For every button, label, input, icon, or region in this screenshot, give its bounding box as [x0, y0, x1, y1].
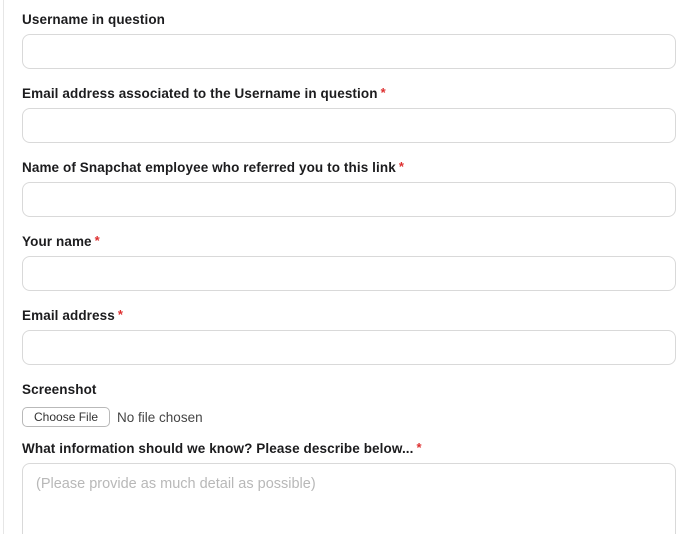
field-group-employee-name	[22, 160, 676, 217]
field-group-username-in-question	[22, 12, 676, 69]
description-label	[22, 441, 676, 457]
field-group-description	[22, 441, 676, 534]
associated-email-input[interactable]	[22, 108, 676, 143]
file-status-text: No file chosen	[117, 409, 203, 425]
field-group-your-name	[22, 234, 676, 291]
screenshot-label	[22, 382, 676, 398]
description-textarea[interactable]	[22, 463, 676, 534]
required-asterisk: *	[117, 307, 124, 322]
associated-email-label	[22, 86, 676, 102]
username-in-question-label	[22, 12, 676, 28]
field-group-email-address	[22, 308, 676, 365]
employee-name-input[interactable]	[22, 182, 676, 217]
email-address-label	[22, 308, 676, 324]
associated-email-label-text: Email address associated to the Username in question	[22, 86, 378, 101]
required-asterisk: *	[380, 85, 386, 100]
screenshot-file-input	[22, 407, 676, 427]
email-address-label-text: Email address	[22, 308, 115, 323]
username-in-question-input[interactable]	[22, 34, 676, 69]
required-asterisk: *	[416, 440, 422, 455]
description-label-text: What information should we know? Please describe below...	[22, 441, 414, 456]
field-group-screenshot	[22, 382, 676, 427]
your-name-label-text: Your name	[22, 234, 92, 249]
required-asterisk: *	[94, 233, 100, 248]
required-asterisk: *	[398, 159, 405, 174]
screenshot-label-text: Screenshot	[22, 382, 97, 397]
your-name-label	[22, 234, 676, 250]
employee-name-label	[22, 160, 676, 176]
choose-file-button[interactable]: Choose File	[22, 407, 110, 427]
employee-name-label-text: Name of Snapchat employee who referred you to this link	[22, 160, 396, 175]
field-group-associated-email	[22, 86, 676, 143]
username-in-question-label-text: Username in question	[22, 12, 166, 27]
your-name-input[interactable]	[22, 256, 676, 291]
email-address-input[interactable]	[22, 330, 676, 365]
